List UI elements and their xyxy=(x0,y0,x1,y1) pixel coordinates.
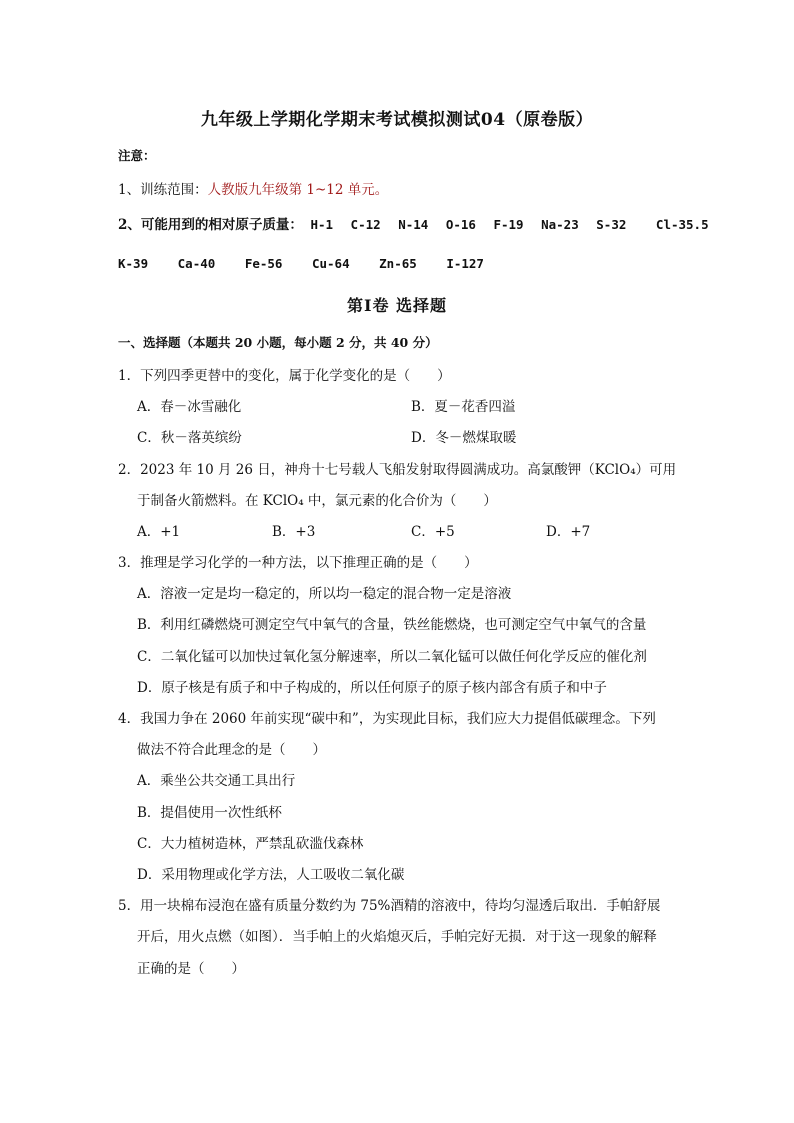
option-b: B．+3 xyxy=(272,524,316,540)
section-title: 第Ⅰ卷 选择题 xyxy=(346,296,448,315)
mass-item: Cl-35.5 xyxy=(655,217,709,232)
option-a: A．乘坐公共交通工具出行 xyxy=(137,773,296,789)
note-training-range xyxy=(118,178,388,198)
mass-item: F-19 xyxy=(493,217,524,232)
option-d: D．采用物理或化学方法，人工吸收二氧化碳 xyxy=(137,867,405,883)
mass-item: Fe-56 xyxy=(244,256,283,271)
option-b: B．利用红磷燃烧可测定空气中氧气的含量，铁丝能燃烧，也可测定空气中氧气的含量 xyxy=(137,617,647,633)
question-stem: 5．用一块棉布浸泡在盛有质量分数约为 75%酒精的溶液中，待均匀湿透后取出．手帕舒展 xyxy=(118,898,661,914)
question-stem-cont: 正确的是（ ） xyxy=(137,961,245,977)
option-c: C．秋－落英缤纷 xyxy=(137,430,242,446)
question-stem: 3．推理是学习化学的一种方法，以下推理正确的是（ ） xyxy=(118,555,478,571)
mass-list-2 xyxy=(118,256,484,271)
part1-heading: 一、选择题（本题共 20 小题，每小题 2 分，共 40 分） xyxy=(118,335,438,350)
note-atomic-masses xyxy=(118,213,709,233)
mass-item: N-14 xyxy=(398,217,429,232)
option-d: D．原子核是有质子和中子构成的，所以任何原子的原子核内部含有质子和中子 xyxy=(137,680,607,696)
note1-range: 人教版九年级第 1~12 单元。 xyxy=(207,182,389,198)
mass-item: O-16 xyxy=(445,217,476,232)
option-a: A．溶液一定是均一稳定的，所以均一稳定的混合物一定是溶液 xyxy=(137,586,512,602)
option-c: C．二氧化锰可以加快过氧化氢分解速率，所以二氧化锰可以做任何化学反应的催化剂 xyxy=(137,649,647,665)
question-stem: 1．下列四季更替中的变化，属于化学变化的是（ ） xyxy=(118,368,451,384)
question-stem-cont: 于制备火箭燃料。在 KClO₄ 中，氯元素的化合价为（ ） xyxy=(137,493,497,509)
mass-list-1 xyxy=(303,217,709,232)
mass-item: Zn-65 xyxy=(379,256,417,271)
mass-item: Na-23 xyxy=(541,217,579,232)
mass-item: Cu-64 xyxy=(311,256,350,271)
option-d: D．+7 xyxy=(546,524,591,540)
question-stem: 2．2023 年 10 月 26 日，神舟十七号载人飞船发射取得圆满成功。高氯酸钾（KClO₄）可用 xyxy=(118,462,677,478)
note2-prefix: 2、可能用到的相对原子质量： xyxy=(118,217,303,233)
option-b: B．提倡使用一次性纸杯 xyxy=(137,805,282,821)
question-stem-cont: 开后，用火点燃（如图）．当手帕上的火焰熄灭后，手帕完好无损．对于这一现象的解释 xyxy=(137,929,657,945)
option-b: B．夏－花香四溢 xyxy=(411,399,516,415)
question-stem: 4．我国力争在 2060 年前实现“碳中和”，为实现此目标，我们应大力提倡低碳理念。下列 xyxy=(118,711,656,727)
option-c: C．+5 xyxy=(411,524,455,540)
option-a: A．+1 xyxy=(137,524,181,540)
mass-item: S-32 xyxy=(596,217,627,232)
mass-item: I-127 xyxy=(446,256,484,271)
page-title: 九年级上学期化学期末考试模拟测试04（原卷版） xyxy=(200,110,594,130)
option-a: A．春－冰雪融化 xyxy=(137,399,242,415)
note1-prefix: 1、训练范围： xyxy=(118,182,208,198)
question-stem-cont: 做法不符合此理念的是（ ） xyxy=(137,742,326,758)
option-c: C．大力植树造林，严禁乱砍滥伐森林 xyxy=(137,836,364,852)
option-d: D．冬－燃煤取暖 xyxy=(411,430,517,446)
notice-label: 注意： xyxy=(118,148,156,163)
mass-item: C-12 xyxy=(350,217,381,232)
mass-item: Ca-40 xyxy=(177,256,216,271)
mass-item: K-39 xyxy=(118,256,149,271)
mass-item: H-1 xyxy=(310,217,334,232)
